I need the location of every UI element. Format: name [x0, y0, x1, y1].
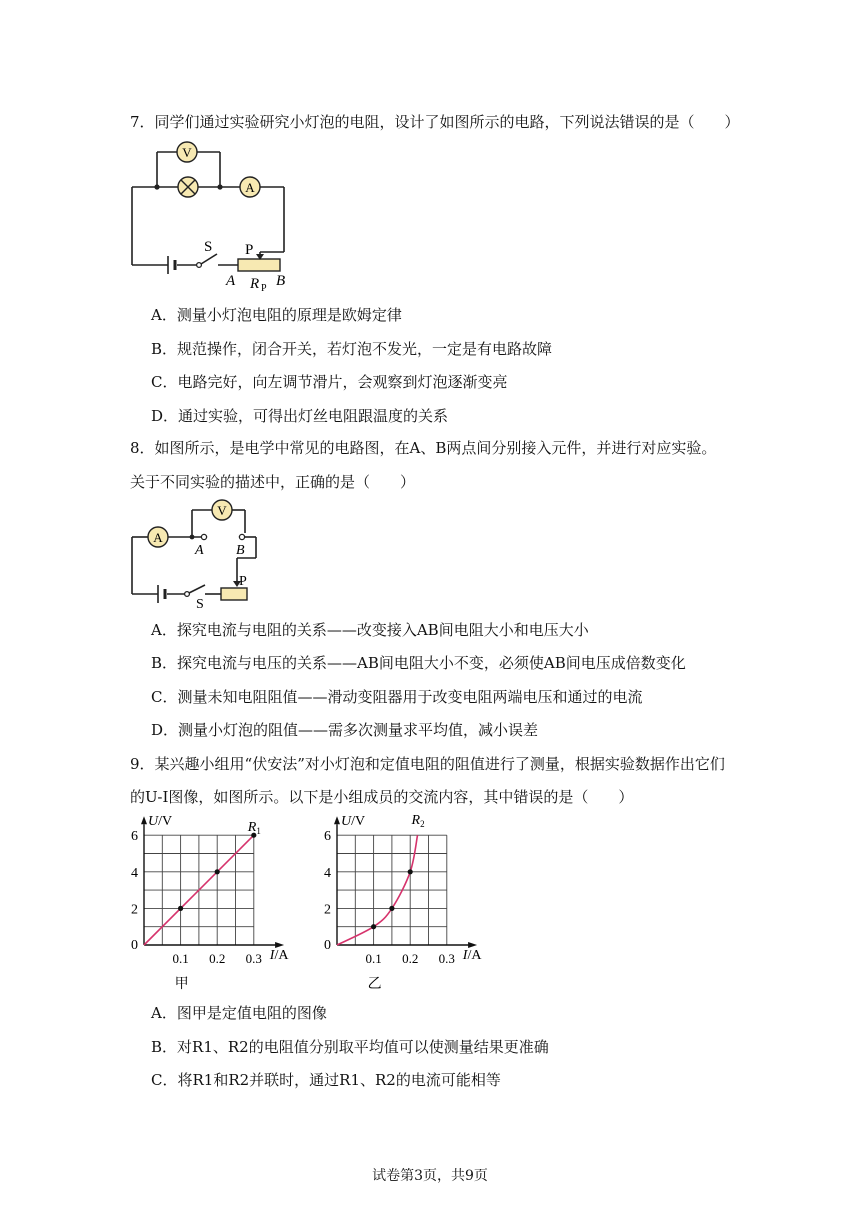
- data-point: [371, 924, 376, 929]
- x-tick-label: 0.3: [438, 951, 455, 966]
- q8-stem-line2: 关于不同实验的描述中，正确的是（ ）: [130, 473, 416, 491]
- y-axis-label: U/V: [341, 814, 366, 830]
- terminal-a-icon: [201, 534, 206, 539]
- y-tick-label: 0: [131, 938, 138, 953]
- page-footer: 试卷第3页，共9页: [372, 1168, 488, 1184]
- q8-stem-line1: 8．如图所示，是电学中常见的电路图，在A、B两点间分别接入元件，并进行对应实验。: [130, 439, 717, 457]
- q9-stem-line1: 9．某兴趣小组用“伏安法”对小灯泡和定值电阻的阻值进行了测量，根据实验数据作出它们: [130, 755, 725, 773]
- y-tick-label: 0: [324, 938, 331, 953]
- slider-label: P: [245, 242, 254, 258]
- point-b-label: B: [236, 543, 245, 558]
- q7-stem: 7．同学们通过实验研究小灯泡的电阻，设计了如图所示的电路，下列说法错误的是（ ）: [130, 113, 740, 131]
- q8-option-b: B．探究电流与电压的关系——AB间电阻大小不变，必须使AB间电压成倍数变化: [151, 654, 686, 672]
- y-axis-arrow: [141, 816, 147, 824]
- q9-option-b: B．对R1、R2的电阻值分别取平均值可以使测量结果更准确: [151, 1038, 549, 1056]
- switch-label: S: [196, 597, 204, 610]
- q8-option-c: C．测量未知电阻阻值——滑动变阻器用于改变电阻两端电压和通过的电流: [151, 688, 643, 706]
- rheostat-subscript: P: [261, 283, 267, 293]
- rheostat-icon: [238, 259, 280, 271]
- data-point: [215, 869, 220, 874]
- chart-caption: 甲: [174, 977, 189, 992]
- q9-option-a: A．图甲是定值电阻的图像: [151, 1004, 327, 1022]
- ammeter-label: A: [153, 530, 163, 545]
- q8-option-d: D．测量小灯泡的阻值——需多次测量求平均值，减小误差: [151, 721, 539, 739]
- voltmeter-label: V: [217, 503, 227, 518]
- q8-option-a: A．探究电流与电阻的关系——改变接入AB间电阻大小和电压大小: [151, 621, 589, 639]
- y-tick-label: 4: [131, 865, 138, 881]
- y-tick-label: 2: [324, 902, 331, 918]
- y-tick-label: 6: [324, 829, 331, 845]
- x-tick-label: 0.3: [245, 951, 262, 966]
- end-a-label: A: [226, 273, 236, 289]
- data-point: [178, 906, 183, 911]
- q9-chart-jia: [125, 814, 290, 994]
- voltmeter-label: V: [182, 145, 192, 160]
- y-tick-label: 4: [324, 865, 331, 881]
- rheostat-icon: [221, 588, 247, 600]
- y-axis-label: U/V: [148, 814, 173, 830]
- q7-circuit-diagram: [125, 138, 295, 293]
- q7-option-b: B．规范操作，闭合开关，若灯泡不发光，一定是有电路故障: [151, 340, 553, 358]
- q9-option-c: C．将R1和R2并联时，通过R1、R2的电流可能相等: [151, 1071, 501, 1089]
- q9-stem-line2: 的U-I图像，如图所示。以下是小组成员的交流内容，其中错误的是（ ）: [130, 788, 634, 806]
- y-tick-label: 2: [131, 902, 138, 918]
- x-tick-label: 0.2: [209, 951, 226, 966]
- series-label: $R_1$: [247, 820, 261, 837]
- point-a-label: A: [195, 543, 204, 558]
- x-tick-label: 0.2: [402, 951, 419, 966]
- x-tick-label: 0.1: [172, 951, 189, 966]
- x-axis-label: I/A: [269, 948, 289, 963]
- x-tick-label: 0.1: [365, 951, 382, 966]
- data-point: [408, 869, 413, 874]
- q7-option-a: A．测量小灯泡电阻的原理是欧姆定律: [151, 306, 402, 324]
- end-b-label: B: [276, 273, 286, 289]
- q8-circuit-diagram: [125, 496, 265, 610]
- series-label: $R_2$: [411, 814, 425, 829]
- q7-option-d: D．通过实验，可得出灯丝电阻跟温度的关系: [151, 407, 449, 425]
- y-axis-arrow: [334, 816, 340, 824]
- x-axis-label: I/A: [462, 948, 482, 963]
- switch-label: S: [204, 239, 213, 255]
- q9-chart-yi: [318, 814, 483, 994]
- q7-option-c: C．电路完好，向左调节滑片，会观察到灯泡逐渐变亮: [151, 373, 508, 391]
- terminal-b-icon: [239, 534, 244, 539]
- chart-caption: 乙: [367, 977, 382, 992]
- slider-label: P: [239, 574, 247, 589]
- ammeter-label: A: [245, 180, 255, 195]
- data-point: [389, 906, 394, 911]
- y-tick-label: 6: [131, 829, 138, 845]
- rheostat-label: R: [250, 276, 260, 292]
